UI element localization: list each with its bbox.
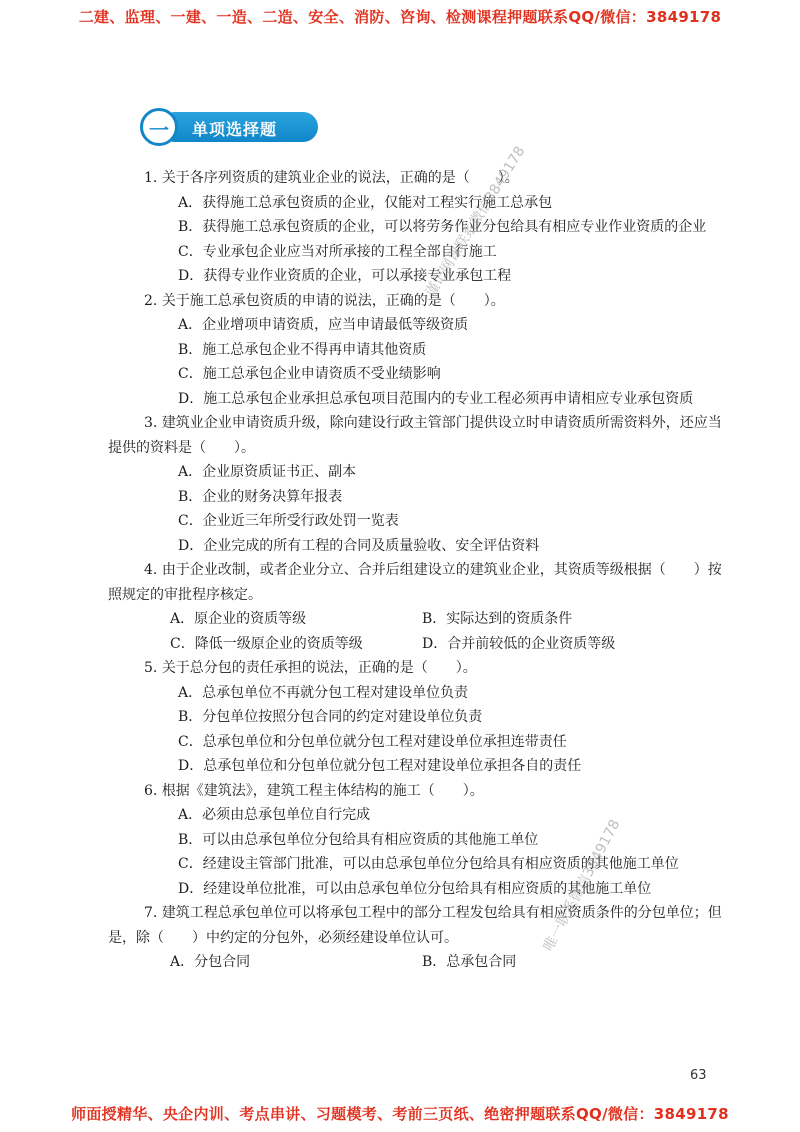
question-text: 建筑工程总承包单位可以将承包工程中的部分工程发包给具有相应资质条件的分包单位；但是，除（ ）中约定的分包外，必须经建设单位认可。 xyxy=(108,905,722,946)
question-text: 根据《建筑法》，建筑工程主体结构的施工（ ）。 xyxy=(161,782,484,799)
option-c: C．企业近三年所受行政处罚一览表 xyxy=(178,513,399,529)
question-4 xyxy=(108,558,728,656)
question-text: 建筑业企业申请资质升级，除向建设行政主管部门提供设立时申请资质所需资料外，还应当提供的资料是（ ）。 xyxy=(108,415,722,456)
question-stem xyxy=(108,166,728,191)
option-c: C．专业承包企业应当对所承接的工程全部自行施工 xyxy=(178,243,497,260)
question-2 xyxy=(108,289,728,412)
question-stem xyxy=(108,656,728,681)
question-text: 由于企业改制，或者企业分立、合并后组建设立的建筑业企业，其资质等级根据（ ）按照规定的审批程序核定。 xyxy=(108,562,722,603)
section-header xyxy=(140,108,320,146)
option-b: B．获得施工总承包资质的企业，可以将劳务作业分包给具有相应专业作业资质的企业 xyxy=(178,219,707,235)
question-number: 5. xyxy=(144,660,158,676)
question-number: 1. xyxy=(144,170,158,186)
top-ad-banner: 二建、监理、一建、一造、二造、安全、消防、咨询、检测课程押题联系QQ/微信：3849178 xyxy=(78,8,722,26)
option-d: D．施工总承包企业承担总承包项目范围内的专业工程必须再申请相应专业承包资质 xyxy=(178,390,694,407)
option-b: B．实际达到的资质条件 xyxy=(422,611,573,627)
question-number: 4. xyxy=(144,562,158,578)
watermark: 唯一联系微信3849178 xyxy=(540,817,624,954)
question-list xyxy=(108,166,728,975)
option-b: B．总承包合同 xyxy=(422,954,517,970)
option-row xyxy=(170,632,728,657)
question-number: 6. xyxy=(144,782,158,799)
question-stem xyxy=(108,901,728,950)
option-d: D．经建设单位批准，可以由总承包单位分包给具有相应资质的其他施工单位 xyxy=(178,880,652,897)
question-stem xyxy=(108,411,728,460)
option-row xyxy=(170,950,728,975)
option-c: C．降低一级原企业的资质等级 xyxy=(170,635,363,652)
question-number: 2. xyxy=(144,292,158,309)
option-d: D．总承包单位和分包单位就分包工程对建设单位承担各自的责任 xyxy=(178,758,582,774)
question-stem xyxy=(108,289,728,314)
option-a: A．企业增项申请资质，应当申请最低等级资质 xyxy=(178,317,469,333)
question-3 xyxy=(108,411,728,558)
question-6 xyxy=(108,779,728,902)
option-d: D．合并前较低的企业资质等级 xyxy=(422,635,616,652)
question-number: 7. xyxy=(144,905,158,921)
question-text: 关于施工总承包资质的申请的说法，正确的是（ ）。 xyxy=(161,292,505,309)
question-7 xyxy=(108,901,728,975)
option-b: B．企业的财务决算年报表 xyxy=(178,488,343,505)
option-b: B．施工总承包企业不得再申请其他资质 xyxy=(178,341,427,358)
option-b: B．可以由总承包单位分包给具有相应资质的其他施工单位 xyxy=(178,831,539,848)
option-a: A．分包合同 xyxy=(170,954,251,970)
option-a: A．企业原资质证书正、副本 xyxy=(178,464,357,480)
question-number: 3. xyxy=(144,415,158,431)
option-a: A．获得施工总承包资质的企业，仅能对工程实行施工总承包 xyxy=(178,194,553,211)
option-a: A．必须由总承包单位自行完成 xyxy=(178,807,371,823)
option-a: A．原企业的资质等级 xyxy=(170,611,307,627)
option-b: B．分包单位按照分包合同的约定对建设单位负责 xyxy=(178,709,483,725)
question-stem xyxy=(108,779,728,804)
page-number: 63 xyxy=(690,1068,707,1083)
option-d: D．获得专业作业资质的企业，可以承接专业承包工程 xyxy=(178,268,512,284)
section-number: 一 xyxy=(149,118,169,142)
question-text: 关于各序列资质的建筑业企业的说法，正确的是（ ）。 xyxy=(161,170,519,186)
bottom-ad-banner: 师面授精华、央企内训、考点串讲、习题模考、考前三页纸、绝密押题联系QQ/微信：3849178 xyxy=(71,1105,729,1123)
option-c: C．总承包单位和分包单位就分包工程对建设单位承担连带责任 xyxy=(178,733,567,750)
question-stem xyxy=(108,558,728,607)
question-5 xyxy=(108,656,728,779)
watermark: 谨记网课联系微信3849178 xyxy=(422,143,529,301)
question-text: 关于总分包的责任承担的说法，正确的是（ ）。 xyxy=(161,660,477,676)
section-title: 单项选择题 xyxy=(192,120,278,139)
option-a: A．总承包单位不再就分包工程对建设单位负责 xyxy=(178,684,469,701)
option-c: C．施工总承包企业申请资质不受业绩影响 xyxy=(178,366,441,382)
option-c: C．经建设主管部门批准，可以由总承包单位分包给具有相应资质的其他施工单位 xyxy=(178,856,679,872)
option-row xyxy=(170,607,728,632)
question-1 xyxy=(108,166,728,289)
option-d: D．企业完成的所有工程的合同及质量验收、安全评估资料 xyxy=(178,537,540,554)
